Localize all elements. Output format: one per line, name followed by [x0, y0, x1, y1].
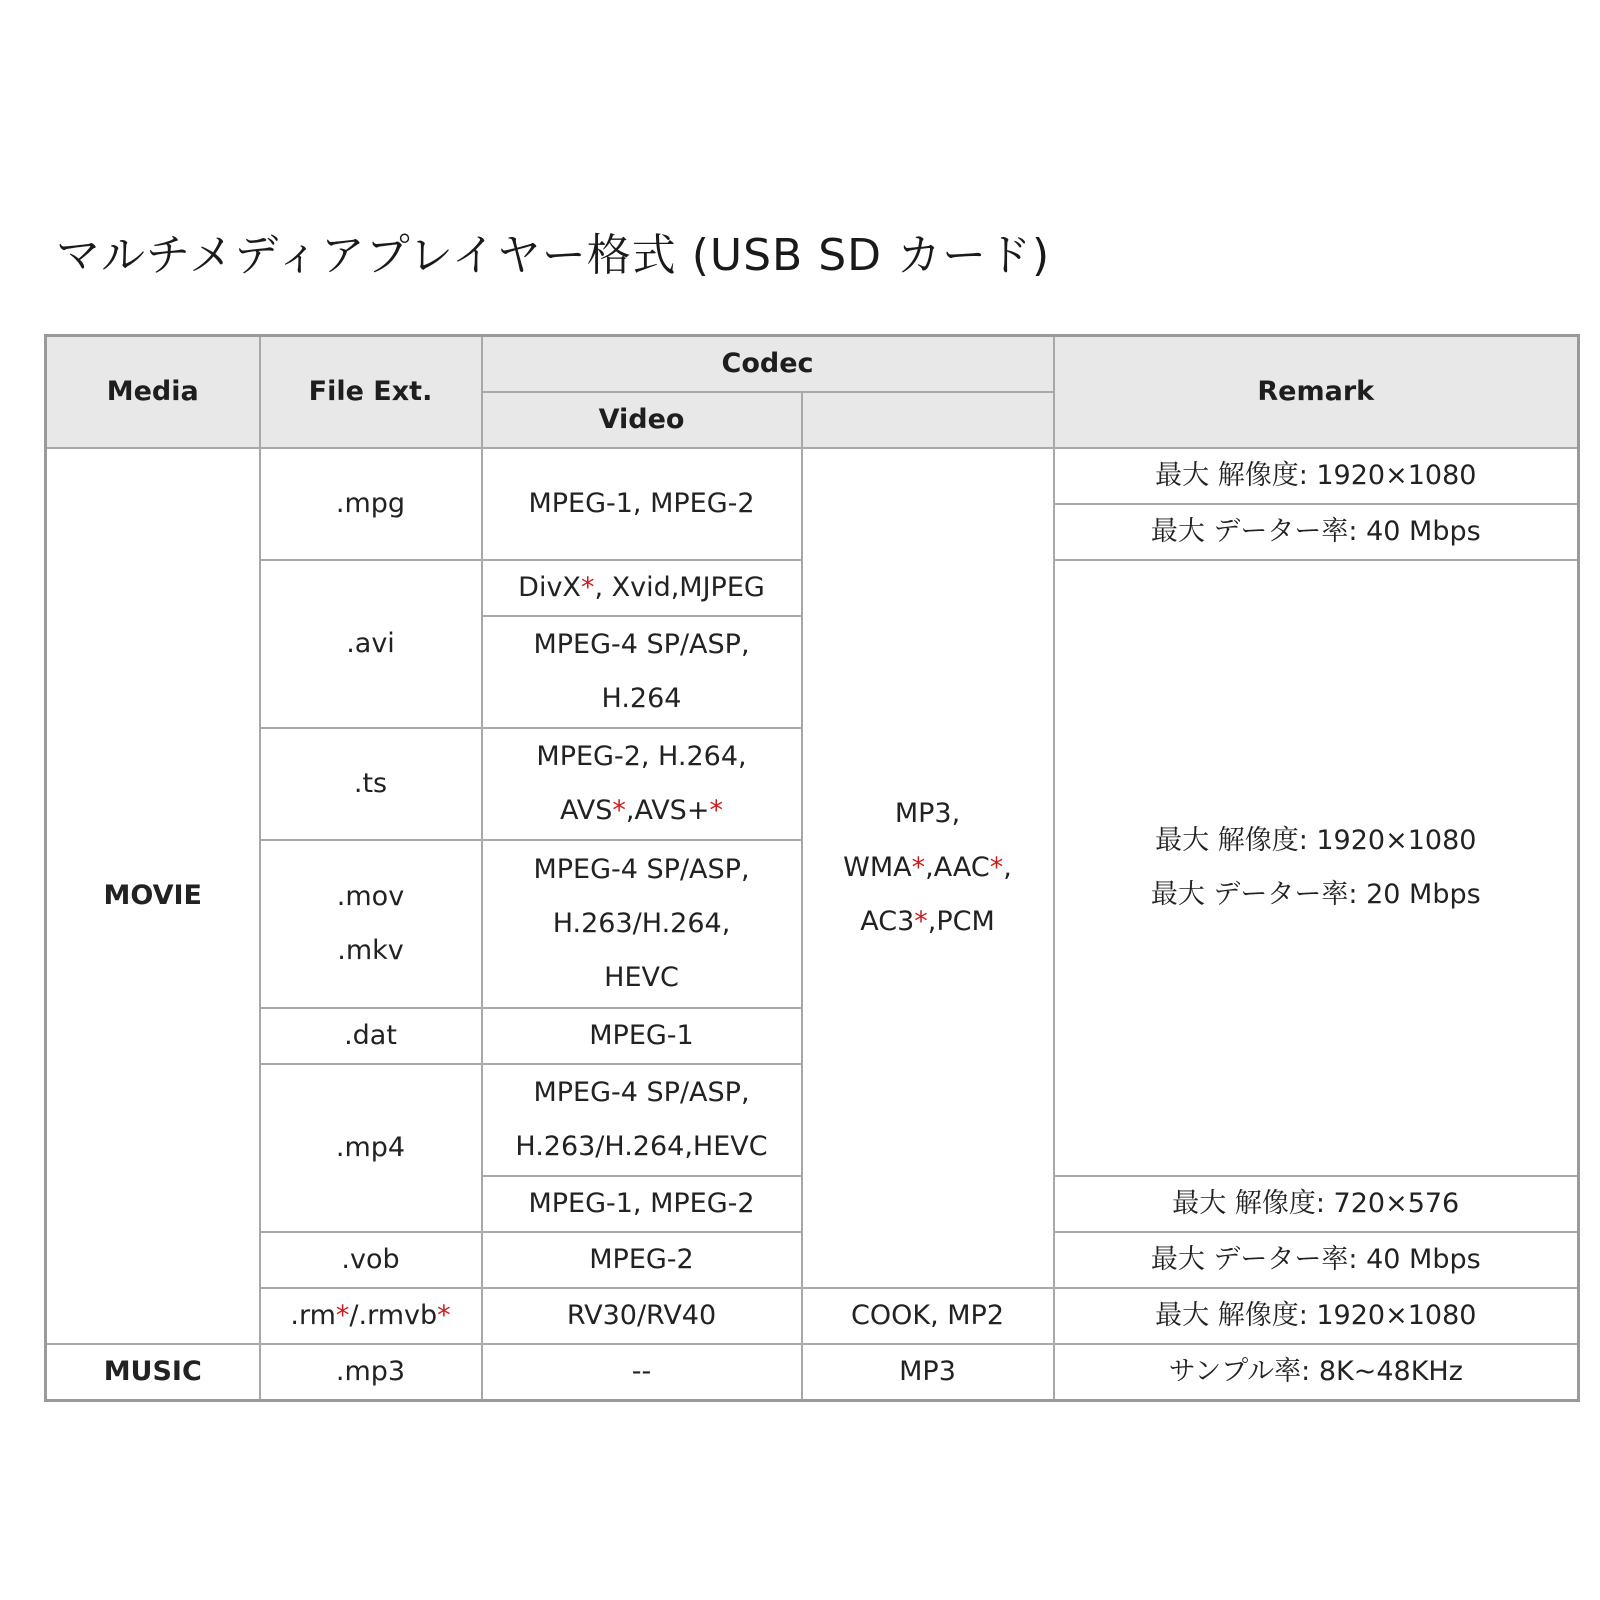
- video-ts-cell: [482, 728, 802, 840]
- remark-rm-resolution: 最大 解像度: 1920×1080: [1054, 1288, 1579, 1344]
- remark-mp4-resolution: 最大 解像度: 720×576: [1054, 1176, 1579, 1232]
- audio-line-2: WMA*,AAC*,: [843, 852, 1012, 883]
- header-media: Media: [46, 336, 260, 449]
- remark-general-cell: [1054, 560, 1579, 1176]
- page-title: マルチメディアプレイヤー格式 (USB SD カード): [56, 230, 1051, 281]
- media-movie-cell: MOVIE: [46, 448, 260, 1344]
- video-line: MPEG-4 SP/ASP,: [533, 1077, 750, 1108]
- video-dat-cell: MPEG-1: [482, 1008, 802, 1064]
- ext-mov-mkv-cell: [260, 840, 482, 1008]
- table-row: [46, 448, 1579, 504]
- video-music-cell: --: [482, 1344, 802, 1401]
- video-line: H.264: [601, 683, 682, 714]
- audio-movie-cell: [802, 448, 1054, 1288]
- video-mov-cell: [482, 840, 802, 1008]
- format-table: [44, 334, 1580, 1402]
- ext-avi-cell: .avi: [260, 560, 482, 728]
- video-line: AVS*,AVS+*: [560, 795, 723, 826]
- header-video: Video: [482, 392, 802, 448]
- video-line: MPEG-2, H.264,: [536, 741, 747, 772]
- audio-music-cell: MP3: [802, 1344, 1054, 1401]
- ext-line: .mov: [336, 881, 405, 912]
- header-file-ext: File Ext.: [260, 336, 482, 449]
- header-row-1: [46, 336, 1579, 393]
- ext-mpg-cell: .mpg: [260, 448, 482, 560]
- ext-line: .mkv: [337, 935, 404, 966]
- ext-dat-cell: .dat: [260, 1008, 482, 1064]
- remark-general-resolution: 最大 解像度: 1920×1080: [1155, 825, 1477, 856]
- video-line: HEVC: [604, 962, 679, 993]
- ext-ts-cell: .ts: [260, 728, 482, 840]
- header-audio: [802, 392, 1054, 448]
- media-music-cell: MUSIC: [46, 1344, 260, 1401]
- video-mp4-mpeg4-cell: [482, 1064, 802, 1176]
- video-vob-cell: MPEG-2: [482, 1232, 802, 1288]
- header-remark: Remark: [1054, 336, 1579, 449]
- video-line: H.263/H.264,: [552, 908, 731, 939]
- audio-line-3: AC3*,PCM: [860, 906, 995, 937]
- video-avi-mpeg4-cell: [482, 616, 802, 728]
- remark-music-samplerate: サンプル率: 8K~48KHz: [1054, 1344, 1579, 1401]
- video-line: H.263/H.264,HEVC: [515, 1131, 768, 1162]
- audio-line-1: MP3,: [894, 798, 961, 829]
- remark-mpg-datarate: 最大 データー率: 40 Mbps: [1054, 504, 1579, 560]
- remark-vob-datarate: 最大 データー率: 40 Mbps: [1054, 1232, 1579, 1288]
- ext-mp4-cell: .mp4: [260, 1064, 482, 1232]
- ext-mp3-cell: .mp3: [260, 1344, 482, 1401]
- video-rm-cell: RV30/RV40: [482, 1288, 802, 1344]
- ext-vob-cell: .vob: [260, 1232, 482, 1288]
- table-row: [46, 1288, 1579, 1344]
- audio-rm-cell: COOK, MP2: [802, 1288, 1054, 1344]
- remark-general-datarate: 最大 データー率: 20 Mbps: [1150, 879, 1481, 910]
- video-mpg-cell: MPEG-1, MPEG-2: [482, 448, 802, 560]
- header-codec: Codec: [482, 336, 1054, 393]
- ext-rm-cell: .rm*/.rmvb*: [260, 1288, 482, 1344]
- video-line: MPEG-4 SP/ASP,: [533, 854, 750, 885]
- video-line: MPEG-4 SP/ASP,: [533, 629, 750, 660]
- video-mp4-mpeg12-cell: MPEG-1, MPEG-2: [482, 1176, 802, 1232]
- remark-mpg-resolution: 最大 解像度: 1920×1080: [1054, 448, 1579, 504]
- table-row: [46, 1344, 1579, 1401]
- video-avi-divx-cell: DivX*, Xvid,MJPEG: [482, 560, 802, 616]
